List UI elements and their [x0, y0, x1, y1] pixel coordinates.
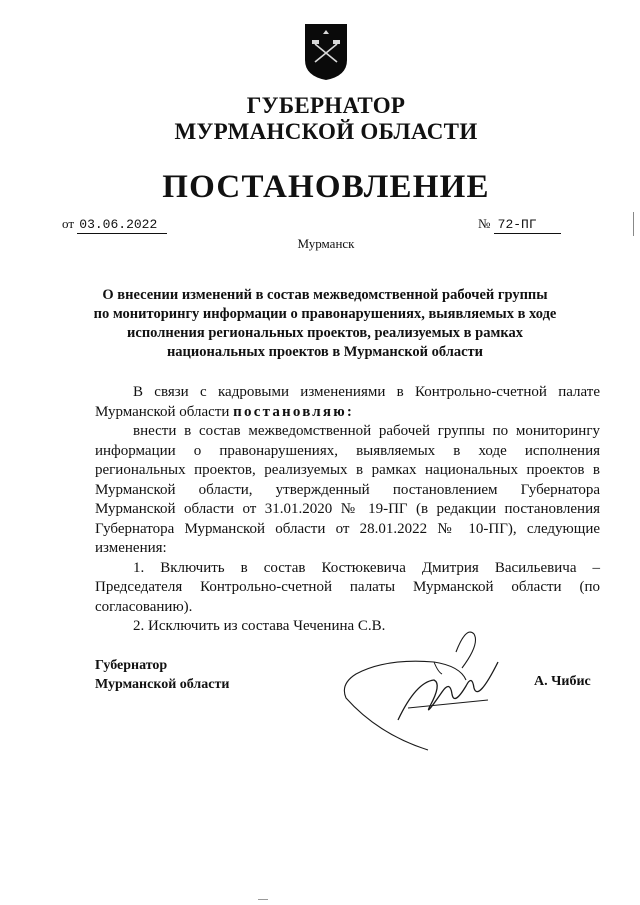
number-value: 72-ПГ	[497, 217, 537, 232]
coat-of-arms-icon	[303, 22, 349, 82]
signatory-title	[95, 656, 229, 694]
page-mark	[258, 899, 268, 900]
number-prefix: №	[478, 216, 491, 231]
preamble-text: В связи с кадровыми изменениями в Контрольно-счетной палате Мурманской области	[95, 384, 600, 420]
amendment-item: 2. Исключить из состава Чеченина С.В.	[133, 618, 386, 634]
issuer-title-line1: ГУБЕРНАТОР	[246, 93, 406, 118]
signatory-title-line1: Губернатор	[95, 658, 168, 673]
date-field	[62, 216, 167, 234]
amendment-item: 1. Включить в состав Костюкевича Дмитрия Васильевича – Председателя Контрольно-счетной палаты Мурманской области (по согласованию).	[95, 559, 600, 615]
signatory-name: А. Чибис	[534, 674, 591, 689]
document-subject	[90, 286, 560, 362]
subject-line: национальных проектов в Мурманской области	[166, 344, 484, 360]
date-prefix: от	[62, 216, 75, 231]
body-paragraph: внести в состав межведомственной рабочей группы по мониторингу информации о правонарушениях, выявляемых в ходе исполнения региональных проектов, реализуемых в рамках национальных проектов в Мурманской области, утвержденный постановлением Губернатора Мурманской области от 31.01.2020 № 19-ПГ (в редакции постановления Губернатора Мурманской области от 28.01.2022 № 10-ПГ), следующие изменения:	[95, 423, 600, 556]
resolution-word: постановляю:	[233, 403, 355, 420]
body-paragraph	[95, 383, 600, 422]
issuer-title-line2: МУРМАНСКОЙ ОБЛАСТИ	[174, 119, 478, 144]
date-value: 03.06.2022	[79, 217, 158, 232]
document-type: ПОСТАНОВЛЕНИЕ	[162, 169, 490, 205]
subject-line: по мониторингу информации о правонарушениях, выявляемых в ходе	[93, 306, 557, 322]
document-body	[95, 383, 600, 637]
city: Мурманск	[297, 236, 355, 251]
subject-line: О внесении изменений в состав межведомственной рабочей группы	[102, 287, 548, 303]
subject-line: исполнения региональных проектов, реализуемых в рамках	[127, 325, 523, 341]
number-field	[478, 216, 561, 234]
signatory-title-line2: Мурманской области	[95, 677, 230, 692]
handwritten-signature	[338, 622, 518, 762]
margin-mark	[633, 212, 634, 236]
